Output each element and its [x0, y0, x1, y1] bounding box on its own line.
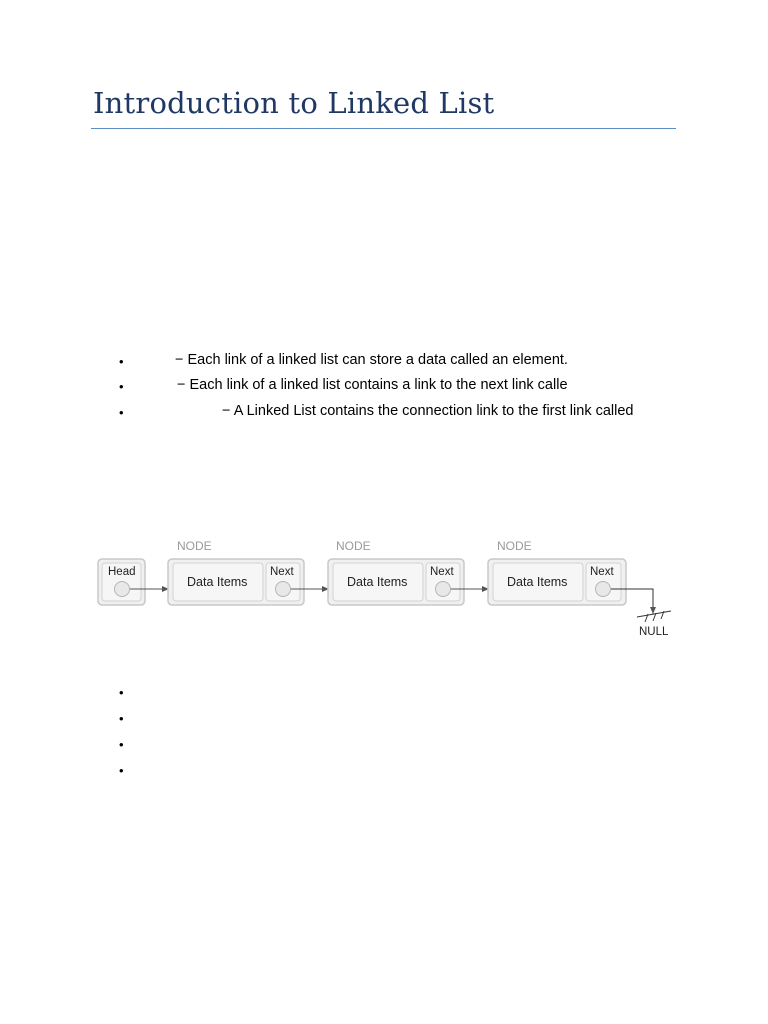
- head-box: [98, 559, 145, 605]
- null-label: NULL: [639, 626, 669, 638]
- bullet-marker: •: [119, 354, 124, 369]
- bullet-marker: •: [119, 685, 124, 700]
- node-caption: NODE: [497, 539, 532, 553]
- data-items-label: Data Items: [347, 575, 408, 589]
- next-label: Next: [430, 566, 454, 578]
- data-items-label: Data Items: [507, 575, 568, 589]
- data-items-label: Data Items: [187, 575, 248, 589]
- node-caption: NODE: [336, 539, 371, 553]
- next-label: Next: [590, 566, 614, 578]
- bullet-marker: •: [119, 711, 124, 726]
- bullet-marker: •: [119, 379, 124, 394]
- head-label: Head: [108, 566, 136, 578]
- node-2: [328, 539, 464, 605]
- node-3: [488, 539, 626, 605]
- page-title: Introduction to Linked List: [93, 86, 495, 120]
- bullet-marker: •: [119, 405, 124, 420]
- node-caption: NODE: [177, 539, 212, 553]
- null-ground-icon: [637, 611, 671, 622]
- next-label: Next: [270, 566, 294, 578]
- node-1: [168, 539, 304, 605]
- list-item: − Each link of a linked list contains a link to the next link calle: [177, 377, 568, 393]
- bullet-marker: •: [119, 763, 124, 778]
- list-item: − A Linked List contains the connection link to the first link called: [222, 403, 634, 419]
- list-item: − Each link of a linked list can store a data called an element.: [175, 352, 568, 368]
- bullet-marker: •: [119, 737, 124, 752]
